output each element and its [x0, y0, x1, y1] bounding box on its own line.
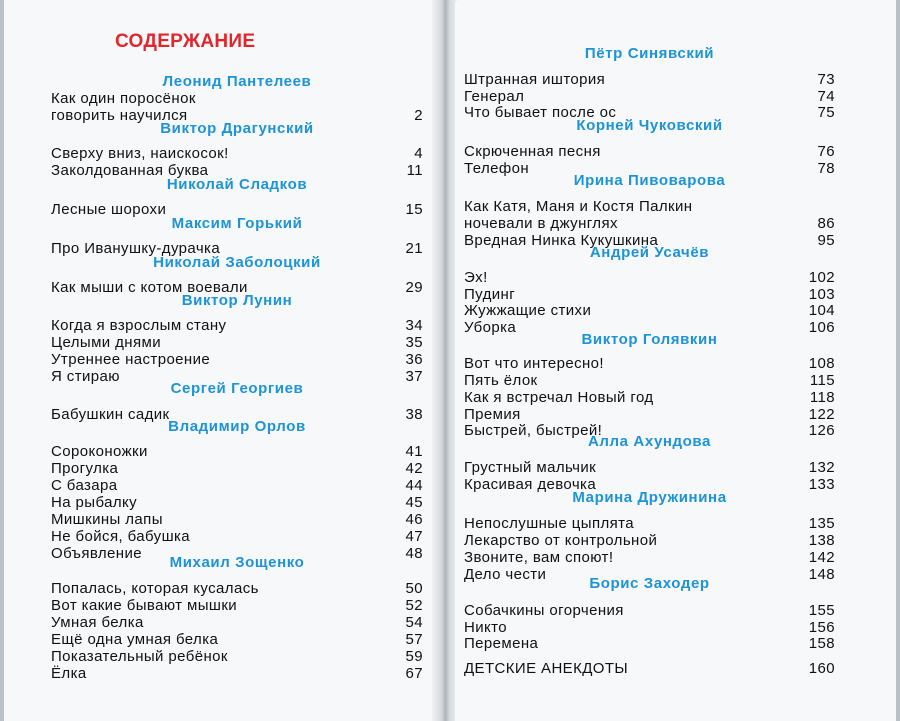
- toc-entry: [51, 494, 423, 511]
- toc-entry: [51, 665, 423, 682]
- entry-page-number: 38: [405, 406, 423, 423]
- entry-page-number: 160: [808, 660, 835, 677]
- entry-title-line: Никто: [464, 619, 507, 636]
- entry-page-number: 132: [808, 459, 835, 476]
- entry-title-line: Про Иванушку-дурачка: [51, 240, 221, 257]
- entry-title-line: Жужжащие стихи: [464, 302, 592, 319]
- toc-entry: [464, 372, 835, 389]
- entry-page-number: 158: [808, 635, 835, 652]
- entry-title-line: Лесные шорохи: [51, 201, 167, 218]
- toc-entry: [51, 90, 423, 124]
- entry-title-line: Быстрей, быстрей!: [464, 422, 603, 439]
- toc-entry: [51, 443, 423, 460]
- entry-title-line: Ещё одна умная белка: [51, 631, 219, 648]
- entry-title-line: Что бывает после ос: [464, 104, 617, 121]
- author-heading: Пётр Синявский: [584, 45, 715, 62]
- entry-page-number: 35: [405, 334, 423, 351]
- entry-page-number: 74: [817, 88, 835, 105]
- author-heading: Максим Горький: [171, 215, 303, 232]
- entry-title-line: На рыбалку: [51, 494, 138, 511]
- entry-title-line: Вот что интересно!: [464, 355, 604, 372]
- entry-title-line: Скрюченная песня: [464, 143, 601, 160]
- entry-page-number: 103: [808, 286, 835, 303]
- entry-title-line: Сороконожки: [51, 443, 148, 460]
- entry-title-line: Когда я взрослым стану: [51, 317, 227, 334]
- entry-title-line: Я стираю: [51, 368, 120, 385]
- entry-title-line: Мишкины лапы: [51, 511, 163, 528]
- entry-title-line: Эх!: [464, 269, 488, 286]
- toc-entry: [51, 317, 423, 334]
- toc-entry: [464, 269, 835, 286]
- entry-page-number: 59: [405, 648, 423, 665]
- entry-page-number: 76: [817, 143, 835, 160]
- toc-entry: [464, 660, 835, 677]
- entry-page-number: 37: [405, 368, 423, 385]
- author-heading: Леонид Пантелеев: [162, 73, 312, 90]
- entry-title-line: Лекарство от контрольной: [464, 532, 658, 549]
- entry-title-line: ночевали в джунглях: [464, 215, 618, 232]
- entry-title-line: Целыми днями: [51, 334, 161, 351]
- author-heading: Николай Заболоцкий: [153, 254, 321, 271]
- entry-page-number: 133: [808, 476, 835, 493]
- entry-title-line: Ёлка: [51, 665, 87, 682]
- entry-page-number: 122: [808, 406, 835, 423]
- author-heading: Виктор Голявкин: [581, 331, 718, 348]
- author-heading: Владимир Орлов: [168, 418, 306, 435]
- entry-title-line: говорить научился: [51, 107, 188, 124]
- entry-page-number: 47: [405, 528, 423, 545]
- toc-entry: [464, 532, 835, 549]
- entry-page-number: 106: [808, 319, 835, 336]
- entry-title-line: Звоните, вам споют!: [464, 549, 614, 566]
- toc-title: СОДЕРЖАНИЕ: [115, 31, 256, 52]
- entry-page-number: 115: [809, 372, 835, 389]
- entry-title-line: Как я встречал Новый год: [464, 389, 654, 406]
- entry-page-number: 54: [405, 614, 423, 631]
- entry-title-line: Штранная иштория: [464, 71, 606, 88]
- entry-page-number: 138: [808, 532, 835, 549]
- entry-title-line: Пудинг: [464, 286, 516, 303]
- toc-entry: [464, 515, 835, 532]
- entry-title-line: Сверху вниз, наискосок!: [51, 145, 229, 162]
- author-heading: Николай Сладков: [166, 176, 308, 193]
- toc-entry: [464, 635, 835, 652]
- entry-title-line: Вредная Нинка Кукушкина: [464, 232, 659, 249]
- entry-title-line: Дело чести: [464, 566, 547, 583]
- author-heading: Ирина Пивоварова: [573, 172, 726, 189]
- entry-page-number: 50: [405, 580, 423, 597]
- entry-page-number: 2: [414, 107, 423, 124]
- entry-page-number: 36: [405, 351, 423, 368]
- author-heading: Корней Чуковский: [576, 117, 723, 134]
- entry-page-number: 75: [817, 104, 835, 121]
- author-heading: Андрей Усачёв: [589, 244, 710, 261]
- entry-title-line: Непослушные цыплята: [464, 515, 635, 532]
- toc-entry: [464, 88, 835, 105]
- toc-entry: [464, 286, 835, 303]
- entry-title-line: Умная белка: [51, 614, 144, 631]
- entry-title-line: Бабушкин садик: [51, 406, 170, 423]
- entry-page-number: 4: [414, 145, 423, 162]
- entry-title-line: Прогулка: [51, 460, 119, 477]
- entry-title-line: Премия: [464, 406, 521, 423]
- entry-title-line: Грустный мальчик: [464, 459, 597, 476]
- entry-page-number: 142: [808, 549, 835, 566]
- entry-title-line: Уборка: [464, 319, 517, 336]
- toc-entry: [464, 389, 835, 406]
- entry-title-line: Вот какие бывают мышки: [51, 597, 238, 614]
- entry-page-number: 67: [405, 665, 423, 682]
- entry-page-number: 135: [808, 515, 835, 532]
- entry-title-line: С базара: [51, 477, 118, 494]
- entry-page-number: 11: [406, 162, 423, 179]
- entry-page-number: 15: [405, 201, 423, 218]
- entry-page-number: 48: [405, 545, 423, 562]
- author-heading: Сергей Георгиев: [170, 380, 304, 397]
- toc-entry: [51, 580, 423, 597]
- toc-entry: [464, 459, 835, 476]
- entry-title-line: Генерал: [464, 88, 525, 105]
- entry-title-line: Телефон: [464, 160, 530, 177]
- entry-page-number: 155: [808, 602, 835, 619]
- toc-entry: [51, 511, 423, 528]
- entry-page-number: 34: [405, 317, 423, 334]
- entry-page-number: 148: [808, 566, 835, 583]
- entry-title-line: Перемена: [464, 635, 539, 652]
- author-heading: Алла Ахундова: [587, 433, 711, 450]
- toc-entry: [464, 549, 835, 566]
- toc-entry: [464, 355, 835, 372]
- entry-page-number: 41: [405, 443, 423, 460]
- entry-title-line: Как мыши с котом воевали: [51, 279, 248, 296]
- entry-page-number: 44: [405, 477, 423, 494]
- toc-entry: [464, 198, 835, 232]
- entry-page-number: 118: [809, 389, 835, 406]
- entry-title-line: Объявление: [51, 545, 142, 562]
- entry-title-line: Показательный ребёнок: [51, 648, 228, 665]
- entry-page-number: 78: [817, 160, 835, 177]
- entry-title-line: ДЕТСКИЕ АНЕКДОТЫ: [464, 660, 629, 677]
- author-heading: Михаил Зощенко: [169, 554, 305, 571]
- toc-entry: [464, 302, 835, 319]
- toc-entry: [464, 71, 835, 88]
- author-heading: Виктор Драгунский: [160, 120, 314, 137]
- author-heading: Борис Заходер: [589, 575, 710, 592]
- entry-page-number: 45: [405, 494, 423, 511]
- entry-title-line: Как Катя, Маня и Костя Палкин: [464, 198, 693, 215]
- toc-entry: [51, 145, 423, 162]
- entry-title-line: Заколдованная буква: [51, 162, 209, 179]
- toc-entry: [464, 143, 835, 160]
- entry-page-number: 21: [405, 240, 423, 257]
- entry-page-number: 42: [405, 460, 423, 477]
- entry-page-number: 126: [808, 422, 835, 439]
- entry-page-number: 95: [817, 232, 835, 249]
- entry-page-number: 46: [405, 511, 423, 528]
- entry-title-line: Не бойся, бабушка: [51, 528, 191, 545]
- toc-entry: [51, 597, 423, 614]
- toc-entry: [51, 351, 423, 368]
- toc-entry: [51, 631, 423, 648]
- author-heading: Марина Дружинина: [572, 489, 727, 506]
- entry-page-number: 102: [808, 269, 835, 286]
- author-heading: Виктор Лунин: [181, 292, 293, 309]
- toc-entry: [464, 602, 835, 619]
- entry-title-line: Собачкины огорчения: [464, 602, 624, 619]
- entry-title-line: Утреннее настроение: [51, 351, 211, 368]
- entry-page-number: 57: [405, 631, 423, 648]
- toc-entry: [51, 460, 423, 477]
- entry-page-number: 104: [808, 302, 835, 319]
- toc-entry: [51, 528, 423, 545]
- toc-entry: [464, 406, 835, 423]
- entry-page-number: 52: [405, 597, 423, 614]
- toc-entry: [464, 619, 835, 636]
- entry-page-number: 156: [808, 619, 835, 636]
- entry-page-number: 73: [817, 71, 835, 88]
- toc-entry: [51, 477, 423, 494]
- toc-entry: [51, 614, 423, 631]
- entry-title-line: Как один поросёнок: [51, 90, 196, 107]
- toc-entry: [51, 648, 423, 665]
- entry-page-number: 86: [817, 215, 835, 232]
- entry-title-line: Красивая девочка: [464, 476, 597, 493]
- entry-title-line: Пять ёлок: [464, 372, 538, 389]
- toc-entry: [51, 334, 423, 351]
- entry-page-number: 29: [405, 279, 423, 296]
- entry-title-line: Попалась, которая кусалась: [51, 580, 259, 597]
- entry-page-number: 108: [808, 355, 835, 372]
